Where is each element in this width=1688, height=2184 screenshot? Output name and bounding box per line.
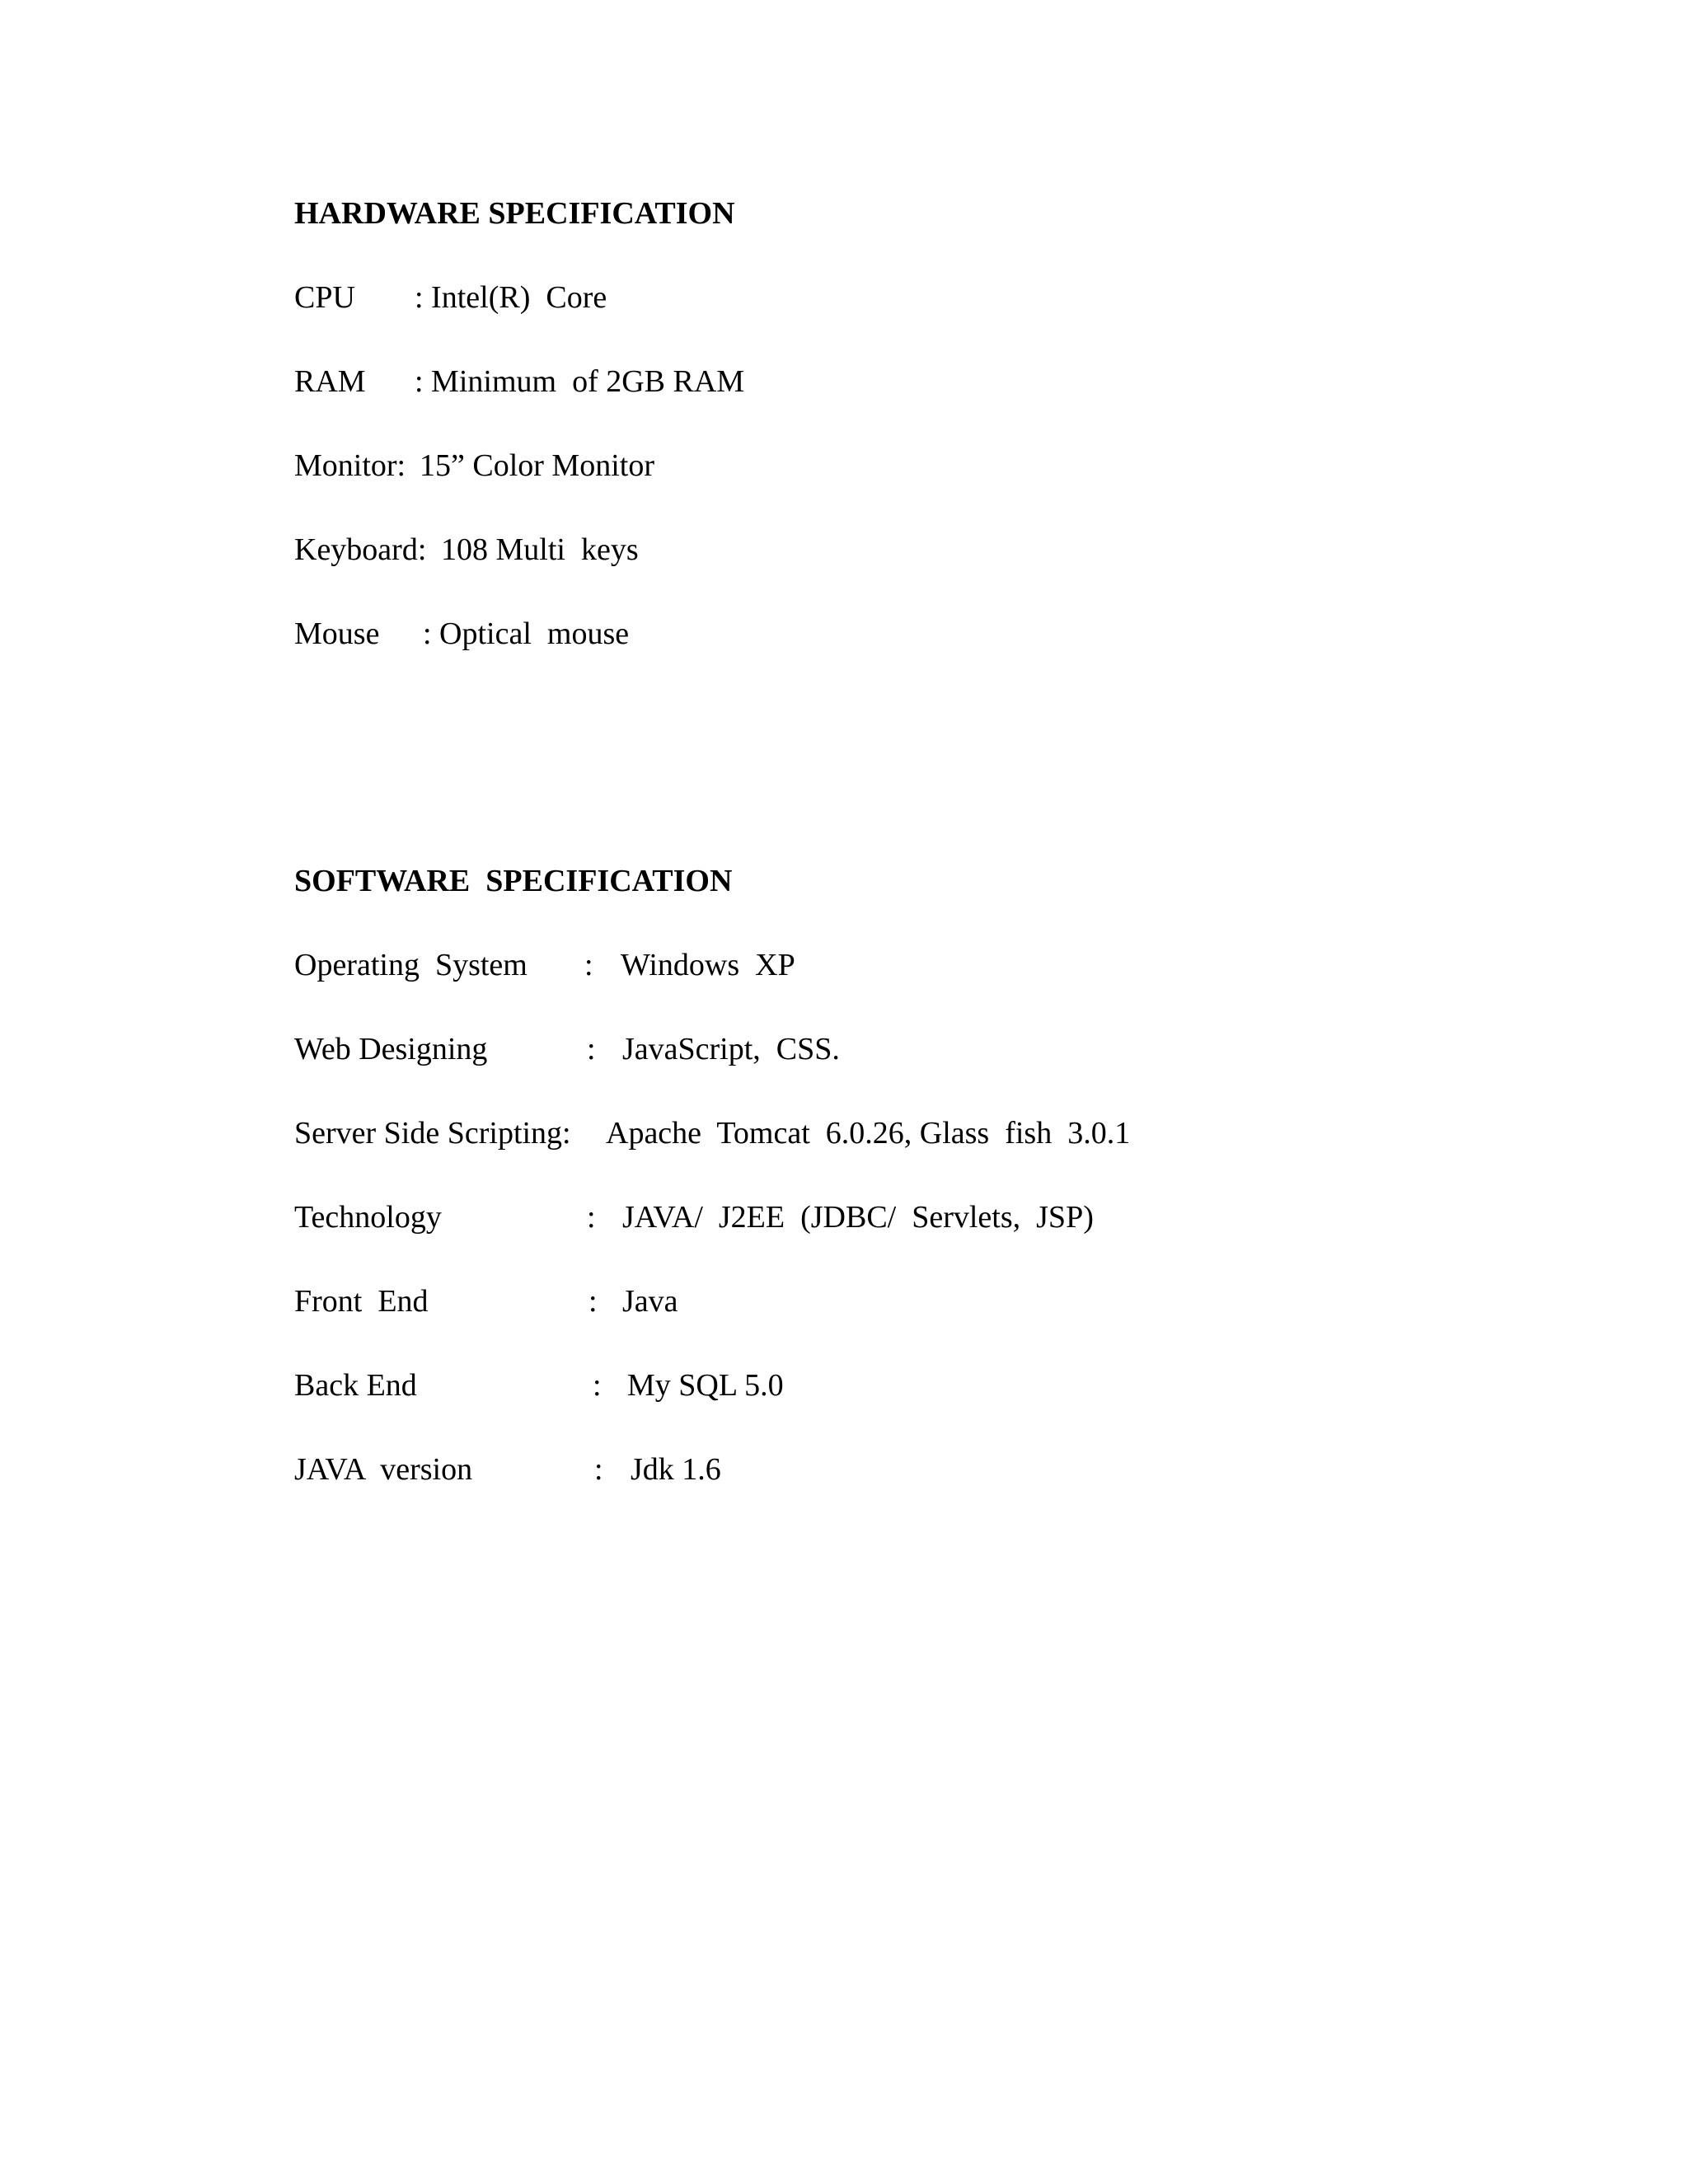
spec-label: Server Side Scripting: — [294, 1116, 571, 1151]
spec-separator: : — [593, 1368, 602, 1403]
spec-row-web-designing — [294, 1031, 840, 1067]
spec-row-keyboard — [294, 532, 735, 568]
spec-separator: : — [587, 1200, 596, 1235]
spec-row-ram — [294, 363, 745, 400]
spec-label: RAM — [294, 364, 366, 399]
spec-label: Operating System — [294, 948, 528, 982]
spec-value: JAVA/ J2EE (JDBC/ Servlets, JSP) — [622, 1200, 1094, 1235]
spec-separator: : — [584, 948, 593, 982]
hardware-heading: HARDWARE SPECIFICATION — [294, 196, 735, 231]
spec-value: Apache Tomcat 6.0.26, Glass fish 3.0.1 — [606, 1116, 1131, 1151]
spec-row-back-end — [294, 1367, 784, 1404]
spec-value: : Intel(R) Core — [415, 280, 607, 315]
software-specification-section — [294, 863, 1131, 1488]
spec-row-mouse — [294, 616, 735, 652]
spec-label: JAVA version — [294, 1452, 473, 1487]
spec-row-operating-system — [294, 947, 795, 983]
spec-separator: : — [587, 1032, 596, 1066]
spec-row-technology — [294, 1199, 1094, 1235]
spec-row-server-side-scripting — [294, 1115, 1131, 1151]
spec-label: CPU — [294, 280, 355, 315]
spec-row-front-end — [294, 1283, 732, 1319]
spec-label: Mouse — [294, 616, 380, 651]
spec-value: 108 Multi keys — [441, 532, 639, 567]
spec-value: : Minimum of 2GB RAM — [415, 364, 745, 399]
spec-label: Front End — [294, 1284, 429, 1319]
spec-label: Web Designing — [294, 1032, 488, 1066]
spec-label: Back End — [294, 1368, 417, 1403]
spec-value: Windows XP — [621, 948, 795, 982]
spec-value: My SQL 5.0 — [627, 1368, 784, 1403]
spec-label: Monitor: — [294, 448, 406, 483]
spec-label: Technology — [294, 1200, 442, 1235]
spec-label: Keyboard: — [294, 532, 427, 567]
spec-separator: : — [594, 1452, 603, 1487]
spec-separator: : — [588, 1284, 598, 1319]
software-heading: SOFTWARE SPECIFICATION — [294, 864, 733, 898]
spec-value: Jdk 1.6 — [631, 1452, 721, 1487]
spec-row-cpu — [294, 279, 735, 316]
spec-row-monitor — [294, 448, 735, 484]
hardware-specification-section — [294, 195, 745, 652]
spec-value: 15” Color Monitor — [420, 448, 654, 483]
spec-row-java-version — [294, 1451, 732, 1488]
spec-value: JavaScript, CSS. — [622, 1032, 840, 1066]
spec-value: Java — [622, 1284, 678, 1319]
spec-value: : Optical mouse — [423, 616, 630, 651]
